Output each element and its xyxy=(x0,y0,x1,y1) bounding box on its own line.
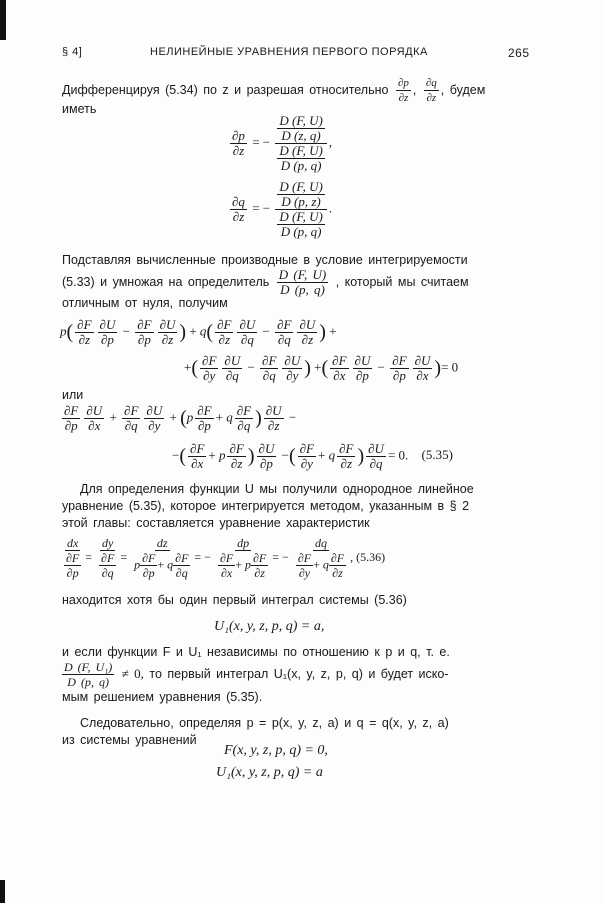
text-line: иметь xyxy=(62,102,97,116)
page-number: 265 xyxy=(508,46,530,60)
formula-535-line1: $\frac{\partial F}{\partial p}$ $\frac{\partial U}{\partial x}$ + $\frac{\partial F}{\partial q}$ $\frac{\partial U}{\partial y}$ + (p $\frac{\partial F}{\partial p}$ + q $\frac{\partial F}{\partial q}$ ) $\frac{\partial U}{\partial z}$ − xyxy=(64,403,297,433)
section-marker: § 4] xyxy=(62,46,83,58)
page-binding-edge xyxy=(0,0,6,40)
text-line: $\frac{\text{D (F, U₁)}}{D (p, q)}$ ≠ 0, то первый интеграл U₁(x, y, z, p, q) и будет иско- xyxy=(64,660,449,689)
equation-number: (5.35) xyxy=(421,447,453,463)
running-title: НЕЛИНЕЙНЫЕ УРАВНЕНИЯ ПЕРВОГО ПОРЯДКА xyxy=(150,46,428,58)
text-line: находится хотя бы один первый интеграл системы (5.36) xyxy=(62,593,407,607)
page-binding-edge xyxy=(0,880,5,903)
formula-condition-line1: p( $\frac{\partial F}{\partial z}$ $\frac{\partial U}{\partial p}$ − $\frac{\partial F}{\partial p}$ $\frac{\partial U}{\partial z}$ ) + q( $\frac{\partial F}{\partial z}$ $\frac{\partial U}{\partial q}$ − $\frac{\partial F}{\partial q}$ $\frac{\partial U}{\partial z}$ ) + xyxy=(60,317,337,347)
text-line: (5.33) и умножая на определитель $\frac{D (F, U)}{D (p, q)}$ , который мы считаем xyxy=(62,267,469,297)
text-line: Для определения функции U мы получили однородное линейное xyxy=(80,482,474,496)
formula-first-integral: U₁(x, y, z, p, q) = a, xyxy=(214,619,325,634)
text-line: Следовательно, определяя p = p(x, y, z, a) и q = q(x, y, z, a) xyxy=(80,716,449,730)
formula-system-2: U₁(x, y, z, p, q) = a xyxy=(216,765,323,780)
text-line: и если функции F и U₁ независимы по отношению к p и q, т. е. xyxy=(62,645,450,659)
text-line: уравнение (5.35), которое интегрируется методом, указанным в § 2 xyxy=(62,499,470,513)
formula-system-1: F(x, y, z, p, q) = 0, xyxy=(224,743,328,758)
formula-condition-line2: +( $\frac{\partial F}{\partial y}$ $\frac{\partial U}{\partial q}$ − $\frac{\partial F}{\partial q}$ $\frac{\partial U}{\partial y}$ ) +( $\frac{\partial F}{\partial x}$ $\frac{\partial U}{\partial p}$ − $\frac{\partial F}{\partial p}$ $\frac{\partial U}{\partial x}$ )= 0 xyxy=(184,353,459,383)
formula-dpdz: $\frac{\partial p}{\partial z}$ = − $\frac{\frac{D (F, U)}{D (z, q)}}{\frac{D (F, U)}{D (p, q)}}$ , xyxy=(232,113,333,173)
formula-dqdz: $\frac{\partial q}{\partial z}$ = − $\frac{\frac{D (F, U)}{D (p, z)}}{\frac{D (F, U)}{D (p, q)}}$ . xyxy=(232,179,333,239)
text-line: Дифференцируя (5.34) по z и разрешая относительно $\frac{\partial p}{\partial z}$ , $\frac{\partial q}{\partial z}$ , будем xyxy=(62,77,486,104)
formula-535-line2: −( $\frac{\partial F}{\partial x}$ + p $\frac{\partial F}{\partial z}$ ) $\frac{\partial U}{\partial p}$ −( $\frac{\partial F}{\partial y}$ + q $\frac{\partial F}{\partial z}$ ) $\frac{\partial U}{\partial q}$ = 0. (5.35) xyxy=(172,441,453,471)
text-line: из системы уравнений xyxy=(62,733,197,747)
text-line: Подставляя вычисленные производные в условие интегрируемости xyxy=(62,253,468,267)
text-line: отличным от нуля, получим xyxy=(62,296,228,310)
text-line: мым решением уравнения (5.35). xyxy=(62,690,263,704)
text-line: этой главы: составляется уравнение характеристик xyxy=(62,516,370,530)
formula-536: $\frac{dx}{\frac{\partial F}{\partial p}}$ = $\frac{dy}{\frac{\partial F}{\partial q}}$ = dz p $\frac{\partial F}{\partial p}$ + q $\frac{\partial F}{\partial q}$ = − dp $\frac{\partial F}{\partial x}$ + p $\frac{\partial F}{\partial z}$ = − dq $\frac{\partial F}{\partial y}$ + q $\frac{\partial F}{\partial z}$ , (5.36) xyxy=(66,536,386,580)
equation-number: , (5.36) xyxy=(350,549,386,564)
text-line: или xyxy=(62,388,84,402)
